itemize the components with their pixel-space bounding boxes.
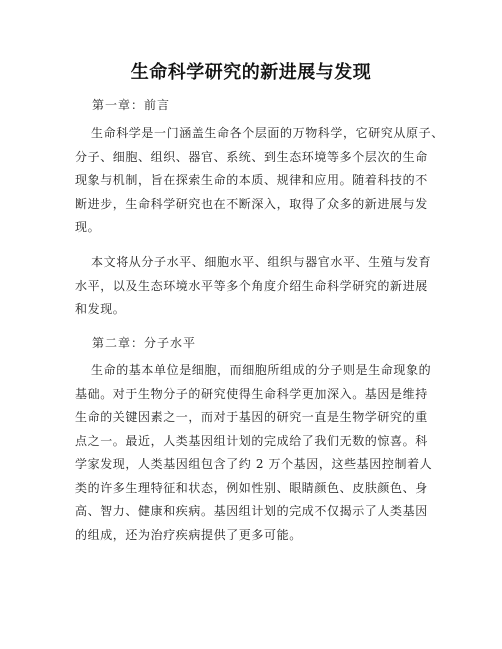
text-line: 现象与机制，旨在探索生命的本质、规律和应用。随着科技的不 — [75, 173, 428, 187]
text-line: 水平，以及生态环境水平等多个角度介绍生命科学研究的新进展 — [75, 278, 428, 293]
text-line: 高、智力、健康和疾病。基因组计划的完成不仅揭示了人类基因 — [75, 504, 428, 518]
text-line: 学家发现，人类基因组包含了约 2 万个基因，这些基因控制着人 — [75, 457, 433, 471]
text-line: 生命的基本单位是细胞，而细胞所组成的分子则是生命现象的 — [91, 363, 432, 377]
paragraph — [75, 251, 431, 322]
text-line: 点之一。最近，人类基因组计划的完成给了我们无数的惊喜。科 — [75, 433, 428, 448]
section-heading: 第一章：前言 — [92, 98, 171, 112]
text-line: 分子、细胞、组织、器官、系统、到生态环境等多个层次的生命 — [75, 149, 428, 164]
text-line: 和发现。 — [75, 302, 126, 316]
text-line: 生命的关键因素之一，而对于基因的研究一直是生物学研究的重 — [75, 410, 428, 424]
section-heading: 第二章：分子水平 — [92, 336, 197, 350]
document-title: 生命科学研究的新进展与发现 — [130, 62, 372, 83]
text-line: 本文将从分子水平、细胞水平、组织与器官水平、生殖与发育 — [91, 255, 432, 269]
paragraph — [75, 359, 432, 547]
text-line: 生命科学是一门涵盖生命各个层面的万物科学，它研究从原子、 — [91, 126, 444, 140]
text-line: 基础。对于生物分子的研究使得生命科学更加深入。基因是维持 — [75, 386, 428, 401]
text-line: 类的许多生理特征和状态，例如性别、眼睛颜色、皮肤颜色、身 — [75, 480, 428, 495]
text-line: 断进步，生命科学研究也在不断深入，取得了众多的新进展与发 — [75, 196, 428, 211]
paragraph — [75, 122, 444, 240]
text-line: 现。 — [75, 220, 101, 234]
text-line: 的组成，还为治疗疾病提供了更多可能。 — [75, 527, 302, 542]
